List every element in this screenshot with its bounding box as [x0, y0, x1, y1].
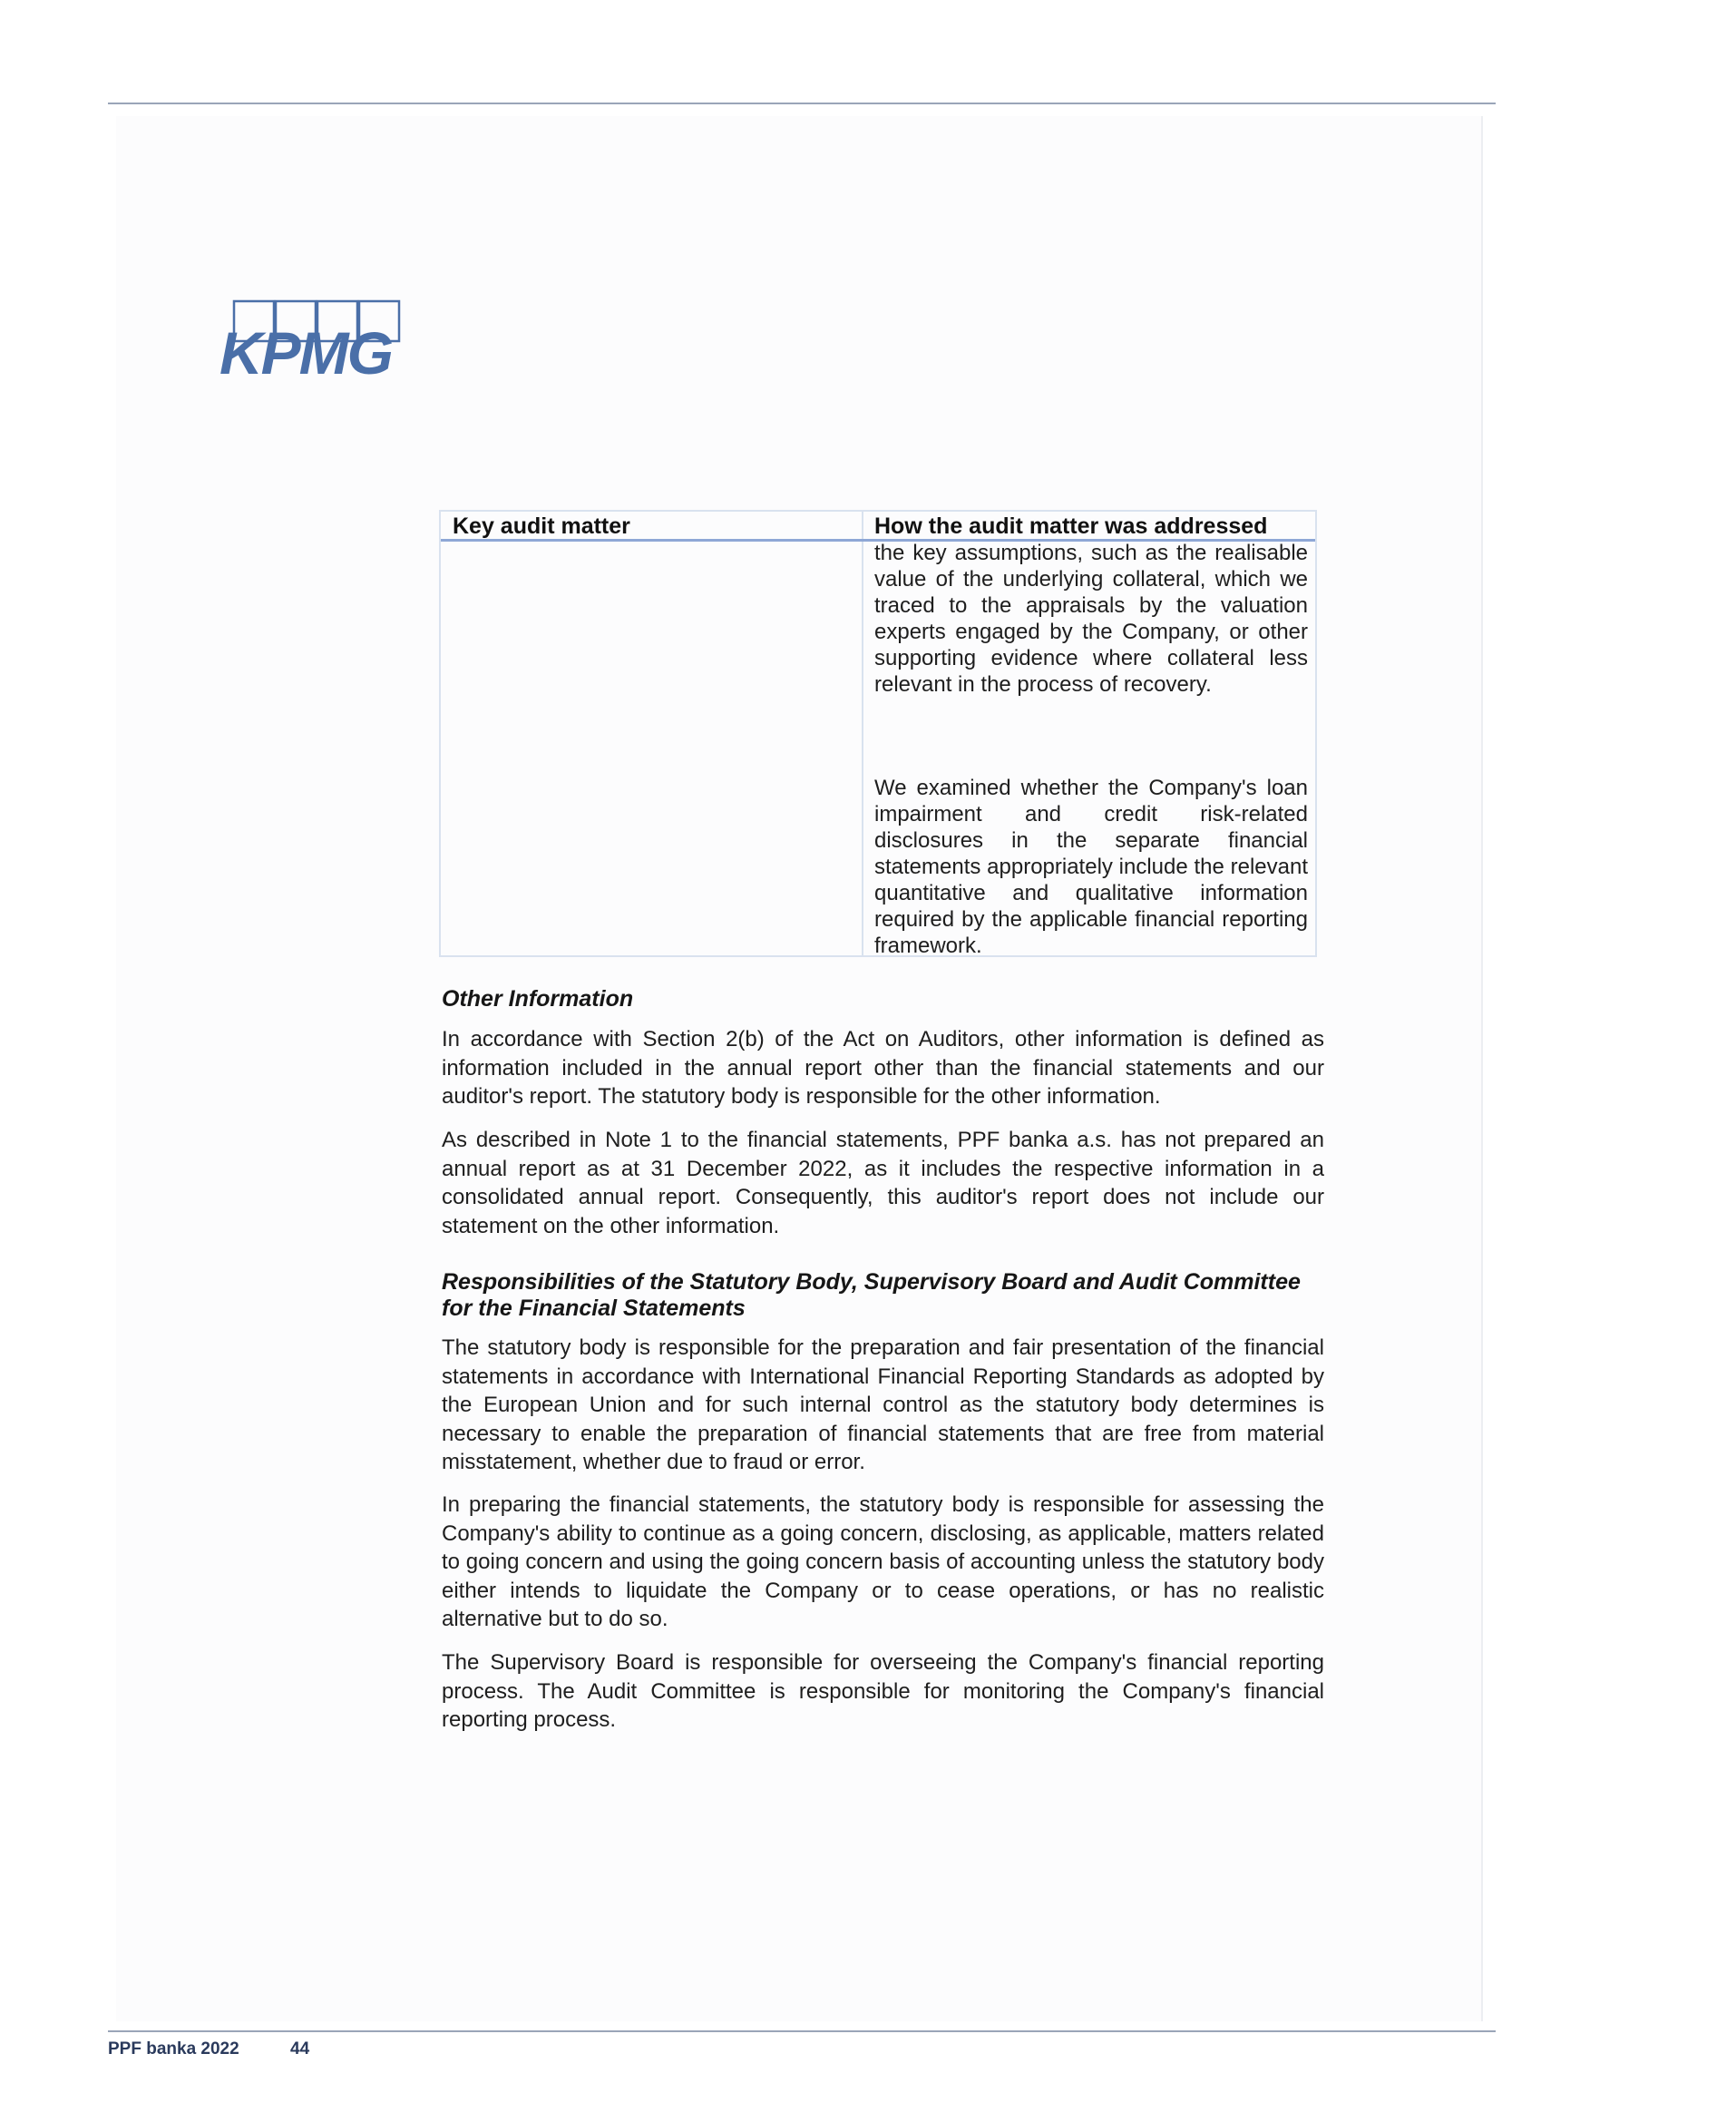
table-column-divider	[862, 512, 863, 955]
table-cell-paragraph: We examined whether the Company's loan impairment and credit risk-related disclosures in the separate financial statements appropriately include the relevant quantitative and qualitative information required by the applicable financial reporting framework.	[874, 776, 1308, 958]
table-cell-paragraph: the key assumptions, such as the realisable value of the underlying collateral, which we traced to the appraisals by the valuation experts engaged by the Company, or other supporting evidence where collateral less relevant in the process of recovery.	[874, 541, 1308, 697]
key-audit-matter-table	[439, 510, 1317, 957]
paragraph: In accordance with Section 2(b) of the Act on Auditors, other information is defined as information included in the annual report other than the financial statements and our auditor's report. The statutory body is responsible for the other information.	[442, 1027, 1324, 1109]
logo-text: KPMG	[219, 319, 392, 379]
paragraph: As described in Note 1 to the financial statements, PPF banka a.s. has not prepared an annual report as at 31 December 2022, as it includes the respective information in a consolidated annual report. Consequently, this auditor's report does not include our statement on the other information.	[442, 1128, 1324, 1238]
footer-page-number: 44	[290, 2039, 310, 2058]
kpmg-logo-icon	[219, 298, 410, 379]
header-divider	[108, 103, 1496, 104]
paragraph: In preparing the financial statements, the statutory body is responsible for assessing the Company's ability to continue as a going concern, disclosing, as applicable, matters related to going concern and using the going concern basis of accounting unless the statutory body either intends to liquidate the Company or to cease operations, or has no realistic alternative but to do so.	[442, 1492, 1324, 1631]
section-heading-responsibilities: Responsibilities of the Statutory Body, Supervisory Board and Audit Committee for the Financial Statements	[442, 1269, 1301, 1321]
paragraph: The Supervisory Board is responsible for overseeing the Company's financial reporting process. The Audit Committee is responsible for monitoring the Company's financial reporting process.	[442, 1650, 1324, 1732]
section-heading-other-information: Other Information	[442, 986, 634, 1012]
kpmg-logo	[219, 298, 410, 379]
footer-document-title: PPF banka 2022	[108, 2039, 239, 2058]
table-header-how-addressed: How the audit matter was addressed	[874, 513, 1268, 539]
table-header-key-audit-matter: Key audit matter	[453, 513, 630, 539]
footer-divider	[108, 2030, 1496, 2032]
paragraph: The statutory body is responsible for the preparation and fair presentation of the financial statements in accordance with International Financial Reporting Standards as adopted by the European Union and for such internal control as the statutory body determines is necessary to enable the preparation of financial statements that are free from material misstatement, whether due to fraud or error.	[442, 1335, 1324, 1474]
